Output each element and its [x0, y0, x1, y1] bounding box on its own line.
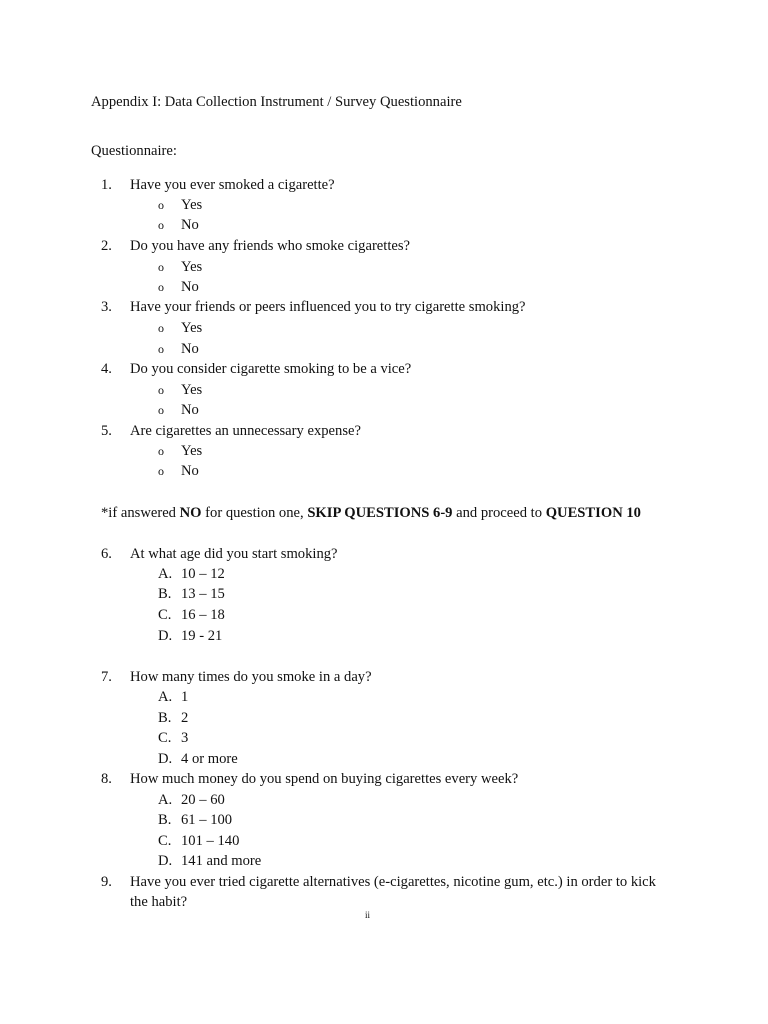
circle-bullet-icon: o [158, 218, 164, 232]
question-text: Do you have any friends who smoke cigarettes? [130, 238, 411, 254]
note-emphasis: NO [179, 505, 202, 521]
note-emphasis: SKIP QUESTIONS 6-9 [307, 505, 453, 521]
circle-bullet-icon: o [158, 260, 164, 274]
option-label: Yes [181, 259, 203, 275]
circle-bullet-icon: o [158, 444, 164, 458]
option-label: 4 or more [181, 751, 238, 767]
question-text: Have you ever smoked a cigarette? [130, 177, 335, 193]
question-number: 2. [101, 238, 112, 254]
option-letter: C. [158, 833, 172, 849]
option-label: Yes [181, 443, 203, 459]
option-label: Yes [181, 320, 203, 336]
circle-bullet-icon: o [158, 198, 164, 212]
question-number: 3. [101, 299, 112, 315]
question-number: 4. [101, 361, 112, 377]
option-label: 3 [181, 730, 189, 746]
option-label: 61 – 100 [181, 812, 233, 828]
option-letter: C. [158, 607, 172, 623]
question-text: Have your friends or peers influenced you to try cigarette smoking? [130, 299, 526, 315]
circle-bullet-icon: o [158, 280, 164, 294]
question-number: 9. [101, 874, 112, 890]
note-text: and proceed to [452, 505, 546, 521]
question-text-continued: the habit? [130, 894, 188, 910]
question-text: Have you ever tried cigarette alternatives (e-cigarettes, nicotine gum, etc.) in order to kick [130, 874, 656, 890]
option-label: Yes [181, 382, 203, 398]
option-letter: D. [158, 853, 173, 869]
option-letter: C. [158, 730, 172, 746]
question-text: At what age did you start smoking? [130, 546, 338, 562]
circle-bullet-icon: o [158, 342, 164, 356]
question-text: Are cigarettes an unnecessary expense? [130, 423, 361, 439]
option-letter: A. [158, 566, 173, 582]
option-letter: B. [158, 710, 172, 726]
option-label: Yes [181, 197, 203, 213]
option-label: 141 and more [181, 853, 262, 869]
option-label: No [181, 217, 199, 233]
skip-instruction [101, 504, 641, 522]
option-letter: D. [158, 628, 173, 644]
question-text: How many times do you smoke in a day? [130, 669, 372, 685]
option-label: 13 – 15 [181, 586, 225, 602]
option-label: 20 – 60 [181, 792, 225, 808]
question-text: How much money do you spend on buying cigarettes every week? [130, 771, 519, 787]
option-label: No [181, 341, 199, 357]
option-label: 2 [181, 710, 189, 726]
option-label: 19 - 21 [181, 628, 223, 644]
option-label: 101 – 140 [181, 833, 240, 849]
option-label: 10 – 12 [181, 566, 225, 582]
option-letter: D. [158, 751, 173, 767]
question-number: 5. [101, 423, 112, 439]
section-label: Questionnaire: [91, 143, 177, 159]
circle-bullet-icon: o [158, 403, 164, 417]
option-letter: A. [158, 689, 173, 705]
circle-bullet-icon: o [158, 464, 164, 478]
option-letter: B. [158, 586, 172, 602]
option-label: 1 [181, 689, 189, 705]
option-label: No [181, 402, 199, 418]
question-text: Do you consider cigarette smoking to be a vice? [130, 361, 412, 377]
question-number: 8. [101, 771, 112, 787]
option-letter: B. [158, 812, 172, 828]
option-letter: A. [158, 792, 173, 808]
note-text: *if answered [101, 505, 180, 521]
question-number: 6. [101, 546, 112, 562]
note-emphasis: QUESTION 10 [545, 505, 641, 521]
option-label: 16 – 18 [181, 607, 225, 623]
note-text: for question one, [201, 505, 308, 521]
question-number: 1. [101, 177, 112, 193]
option-label: No [181, 279, 199, 295]
circle-bullet-icon: o [158, 321, 164, 335]
question-number: 7. [101, 669, 112, 685]
page-title: Appendix I: Data Collection Instrument / Survey Questionnaire [91, 94, 462, 110]
page-number: ii [365, 910, 371, 920]
circle-bullet-icon: o [158, 383, 164, 397]
option-label: No [181, 463, 199, 479]
